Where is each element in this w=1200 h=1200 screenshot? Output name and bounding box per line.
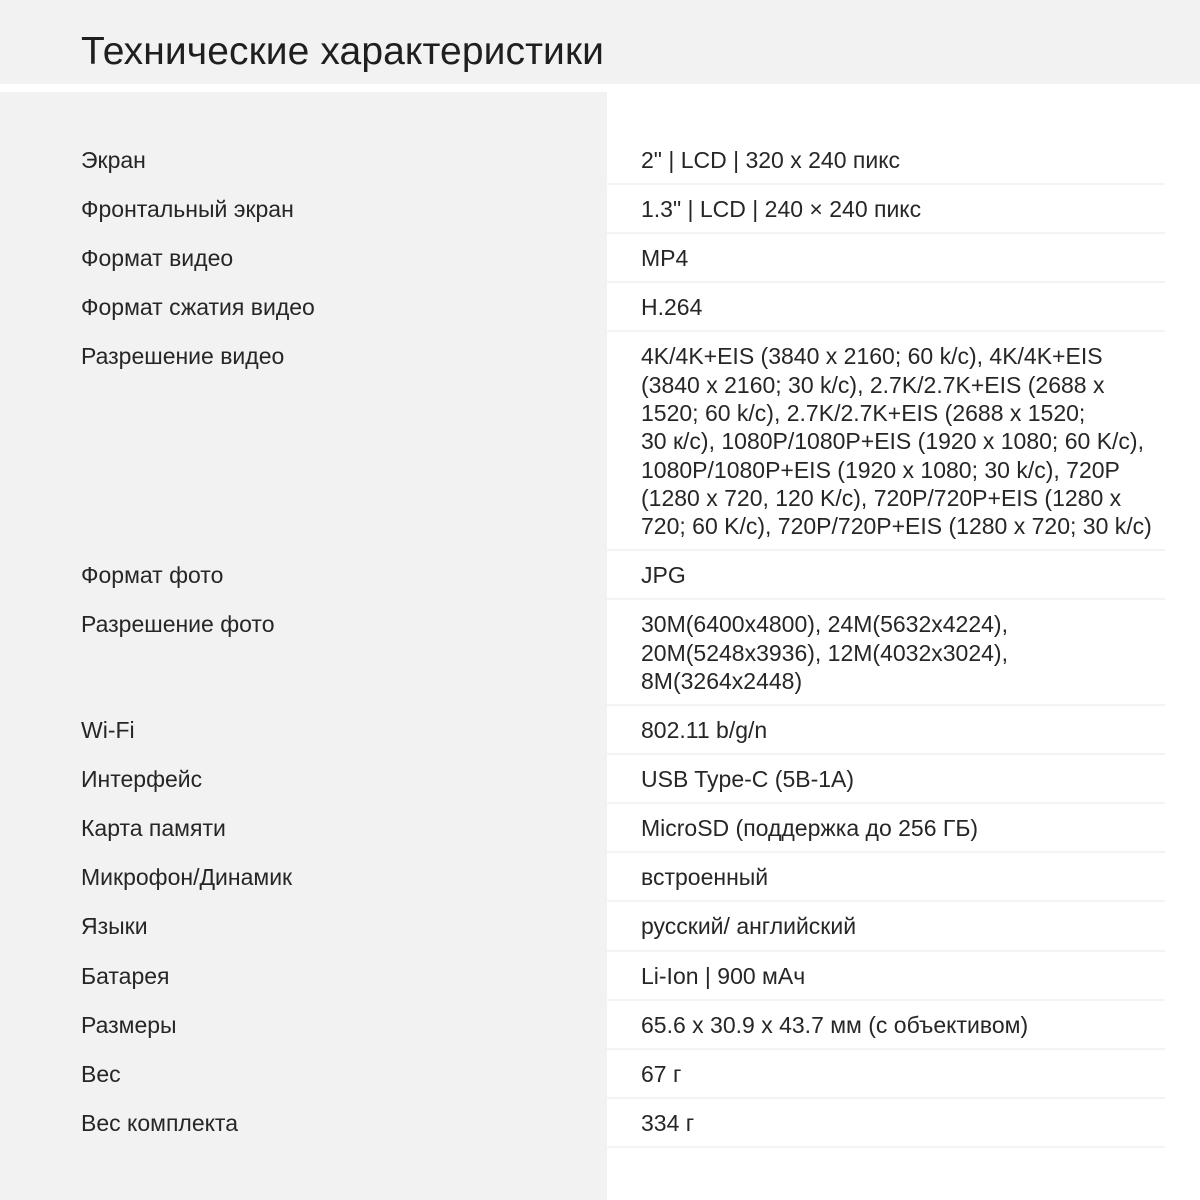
spec-value: [641, 814, 1181, 842]
spec-value: [641, 195, 1181, 223]
spec-value: [641, 1011, 1181, 1039]
spec-value-line: 65.6 x 30.9 x 43.7 мм (с объективом): [641, 1011, 1029, 1038]
spec-table: [0, 136, 1200, 1148]
spec-label: Батарея: [81, 962, 170, 989]
spec-value-line: 1.3" | LCD | 240 × 240 пикс: [641, 196, 922, 223]
spec-value-line: 30 к/c), 1080P/1080P+EIS (1920 x 1080; 60 K/c),: [641, 428, 1144, 455]
spec-label: Интерфейс: [81, 766, 203, 793]
spec-label: Экран: [81, 147, 146, 173]
spec-value-line: 4K/4K+EIS (3840 x 2160; 60 k/c), 4K/4K+EIS: [641, 343, 1103, 370]
spec-label: Языки: [81, 913, 148, 940]
spec-value: [641, 561, 1181, 589]
page-title: Технические характеристики: [81, 30, 604, 73]
spec-row: [0, 136, 1200, 185]
spec-value-line: Li-Ion | 900 мАч: [641, 962, 806, 989]
spec-value-line: JPG: [641, 562, 686, 589]
spec-label: Вес: [81, 1060, 121, 1087]
spec-row: [0, 283, 1200, 332]
spec-label: Разрешение видео: [81, 343, 285, 370]
spec-row: [0, 551, 1200, 600]
header-divider: [0, 84, 1200, 92]
spec-value-line: 1080P/1080P+EIS (1920 x 1080; 30 k/c), 720P: [641, 456, 1120, 483]
spec-label: Вес комплекта: [81, 1109, 239, 1136]
spec-value-line: 67 г: [641, 1060, 682, 1087]
spec-label: Размеры: [81, 1011, 177, 1038]
spec-value: [641, 146, 1181, 174]
spec-row: [0, 853, 1200, 902]
spec-value-line: встроенный: [641, 864, 769, 891]
spec-value-line: 30M(6400x4800), 24M(5632x4224),: [641, 611, 1008, 638]
spec-value: [641, 293, 1181, 321]
spec-row: [0, 706, 1200, 755]
spec-value: [641, 863, 1181, 891]
spec-row: [0, 755, 1200, 804]
spec-value: [641, 1109, 1181, 1137]
spec-value-line: MicroSD (поддержка до 256 ГБ): [641, 815, 979, 842]
spec-label: Фронтальный экран: [81, 196, 294, 223]
spec-row: [0, 952, 1200, 1001]
spec-value: [641, 342, 1181, 540]
spec-value: [641, 716, 1181, 744]
spec-value: [641, 1060, 1181, 1088]
spec-value-line: MP4: [641, 245, 689, 272]
spec-value-line: (1280 x 720, 120 K/c), 720P/720P+EIS (1280 x: [641, 484, 1122, 511]
spec-value-line: USB Type-C (5B-1A): [641, 766, 855, 793]
row-divider: [607, 1146, 1165, 1148]
spec-value-line: 720; 60 K/c), 720P/720P+EIS (1280 x 720; 30 k/c): [641, 513, 1152, 540]
spec-value-line: 20M(5248x3936), 12M(4032x3024),: [641, 639, 1008, 666]
spec-value-line: 1520; 60 k/c), 2.7K/2.7K+EIS (2688 x 1520;: [641, 399, 1086, 426]
spec-row: [0, 804, 1200, 853]
spec-label: Формат видео: [81, 245, 234, 272]
spec-row: [0, 1001, 1200, 1050]
spec-value-line: H.264: [641, 294, 703, 321]
spec-row: [0, 185, 1200, 234]
spec-row: [0, 902, 1200, 951]
spec-value-line: 802.11 b/g/n: [641, 717, 768, 744]
spec-value-line: русский/ английский: [641, 913, 857, 940]
spec-value-line: 8M(3264x2448): [641, 667, 803, 694]
spec-row: [0, 332, 1200, 551]
spec-row: [0, 1099, 1200, 1148]
spec-value: [641, 912, 1181, 940]
spec-label: Разрешение фото: [81, 611, 275, 638]
spec-label: Микрофон/Динамик: [81, 864, 293, 891]
spec-label: Формат сжатия видео: [81, 294, 315, 321]
spec-label: Wi-Fi: [81, 717, 135, 744]
spec-value: [641, 244, 1181, 272]
spec-value-line: 334 г: [641, 1109, 695, 1136]
spec-value-line: 2" | LCD | 320 x 240 пикс: [641, 147, 901, 173]
spec-value: [641, 765, 1181, 793]
header-bar: [0, 0, 1200, 84]
spec-value: [641, 962, 1181, 990]
spec-label: Формат фото: [81, 562, 224, 589]
spec-label: Карта памяти: [81, 815, 226, 842]
spec-value-line: (3840 x 2160; 30 k/c), 2.7K/2.7K+EIS (2688 x: [641, 371, 1105, 398]
spec-row: [0, 234, 1200, 283]
spec-row: [0, 1050, 1200, 1099]
spec-value: [641, 610, 1181, 695]
spec-row: [0, 600, 1200, 706]
